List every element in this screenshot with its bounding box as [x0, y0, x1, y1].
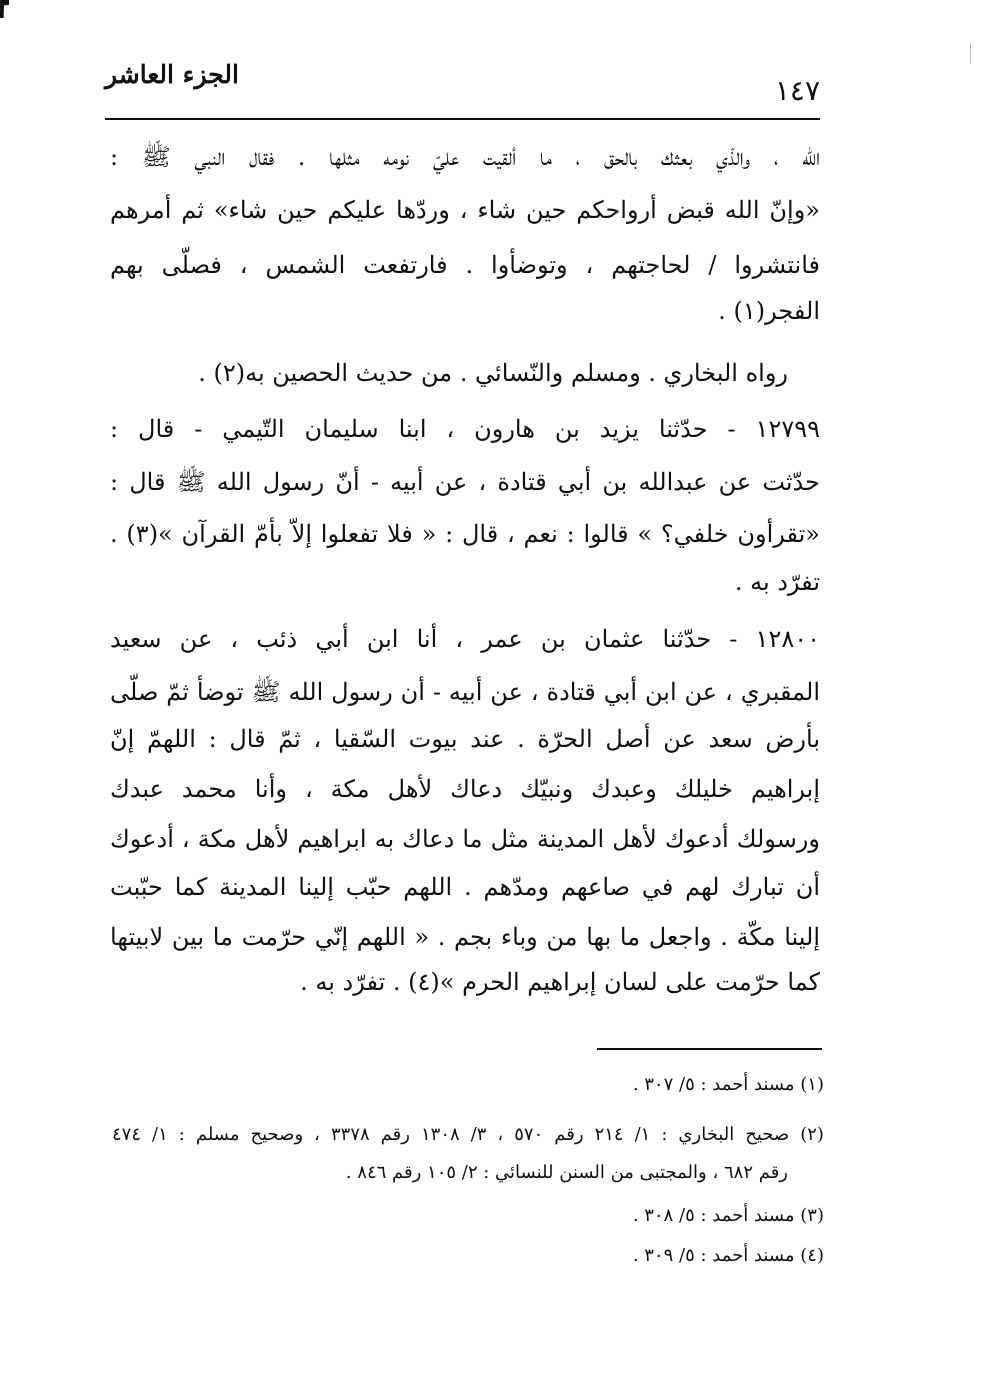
text-line: «تقرأون خلفي؟ » قالوا : نعم ، قال : « فلا تفعلوا إلاّ بأمّ القرآن »(٣) .: [110, 520, 820, 548]
page-number: ١٤٧: [774, 74, 820, 107]
text-line: حدّثت عن عبدالله بن أبي قتادة ، عن أبيه - أنّ رسول الله ﷺ قال :: [110, 468, 820, 496]
text-line: تفرّد به .: [734, 568, 820, 596]
footnote: (٣) مسند أحمد : ٥/ ٣٠٨ .: [632, 1205, 824, 1226]
running-title: الجزء العاشر: [105, 60, 239, 89]
footnote-continuation: رقم ٦٨٢ ، والمجتبى من السنن للنسائي : ٢/ ١٠٥ رقم ٨٤٦ .: [345, 1162, 788, 1183]
corner-mark: [0, 0, 9, 18]
text-line: كما حرّمت على لسان إبراهيم الحرم »(٤) . تفرّد به .: [300, 968, 820, 996]
text-line: ورسولك أدعوك لأهل المدينة مثل ما دعاك به ابراهيم لأهل مكة ، أدعوك: [110, 825, 820, 853]
footnote: (٢) صحيح البخاري : ١/ ٢١٤ رقم ٥٧٠ ، ٣/ ١٣٠٨ رقم ٣٣٧٨ ، وصحيح مسلم : ١/ ٤٧٤: [112, 1124, 824, 1145]
header-rule: [105, 118, 820, 120]
footnote-rule: [597, 1048, 822, 1050]
text-line: الله ، والذّي بعثك بالحق ، ما ألقيت عليّ نومه مثلها . فقال النبي ﷺ :: [110, 143, 820, 171]
text-line: الفجر(١) .: [718, 297, 820, 325]
edge-mark: [970, 44, 971, 64]
text-line: ١٢٨٠٠ - حدّثنا عثمان بن عمر ، أنا ابن أبي ذئب ، عن سعيد: [110, 625, 820, 653]
page-header: [105, 54, 820, 114]
text-line: فانتشروا / لحاجتهم ، وتوضأوا . فارتفعت الشمس ، فصلّى بهم: [110, 251, 820, 279]
text-line: بأرض سعد عن أصل الحرّة . عند بيوت السّقيا ، ثمّ قال : اللهمّ إنّ: [110, 725, 820, 753]
text-line: «وإنّ الله قبض أرواحكم حين شاء ، وردّها عليكم حين شاء» ثم أمرهم: [110, 196, 820, 224]
text-line: أن تبارك لهم في صاعهم ومدّهم . اللهم حبّب إلينا المدينة كما حبّبت: [110, 873, 820, 901]
footnote: (١) مسند أحمد : ٥/ ٣٠٧ .: [632, 1074, 824, 1095]
text-line: المقبري ، عن ابن أبي قتادة ، عن أبيه - أن رسول الله ﷺ توضأ ثمّ صلّى: [110, 678, 820, 706]
text-line: إبراهيم خليلك وعبدك ونبيّك دعاك لأهل مكة ، وأنا محمد عبدك: [110, 775, 820, 803]
text-line: رواه البخاري . ومسلم والنّسائي . من حديث الحصين به(٢) .: [198, 359, 788, 387]
text-line: ١٢٧٩٩ - حدّثنا يزيد بن هارون ، ابنا سليمان التّيمي - قال :: [110, 415, 820, 443]
text-line: إلينا مكّة . واجعل ما بها من وباء بجم . « اللهم إنّي حرّمت ما بين لابيتها: [110, 923, 820, 951]
footnote: (٤) مسند أحمد : ٥/ ٣٠٩ .: [632, 1245, 824, 1266]
